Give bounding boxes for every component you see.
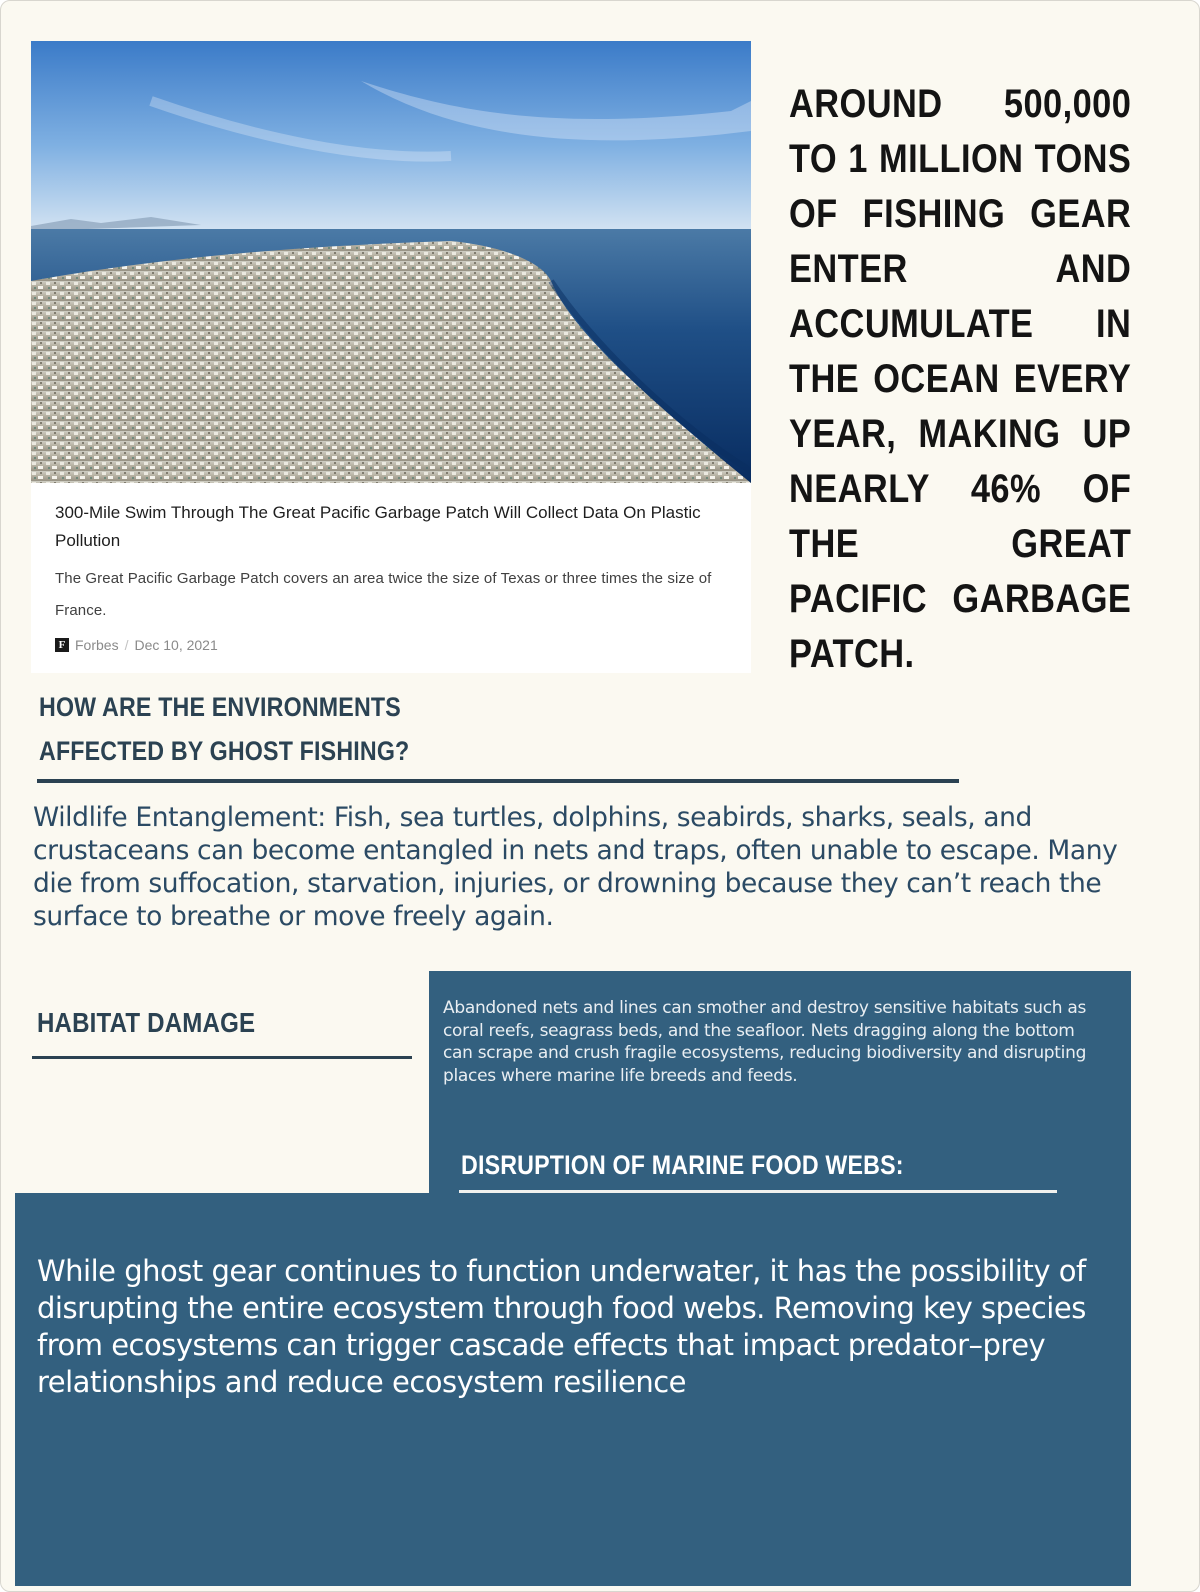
garbage-patch-photo (31, 41, 751, 483)
ocean-debris-illustration (31, 41, 751, 483)
environment-heading-line2: AFFECTED BY GHOST FISHING? (39, 736, 410, 766)
article-source: Forbes (75, 637, 119, 653)
environment-heading (39, 685, 409, 773)
food-web-divider (459, 1190, 1057, 1193)
article-text (55, 499, 725, 653)
article-description: The Great Pacific Garbage Patch covers an area twice the size of Texas or three times the size of France. (55, 570, 712, 619)
habitat-damage-text: Abandoned nets and lines can smother and destroy sensitive habitats such as coral reefs, seagrass beds, and the seafloor. Nets dragging along the bottom can scrape and crush fragile ecosystems, reducing biodiversity and disrupting places where marine life breeds and feeds. (443, 998, 1087, 1086)
environment-heading-line1: HOW ARE THE ENVIRONMENTS (39, 692, 401, 722)
article-date: Dec 10, 2021 (134, 637, 218, 653)
food-web-heading: DISRUPTION OF MARINE FOOD WEBS: (461, 1150, 904, 1180)
source-separator: / (124, 637, 129, 653)
wildlife-entanglement-text: Wildlife Entanglement: Fish, sea turtles, dolphins, seabirds, sharks, seals, and crustaceans can become entangled in nets and traps, often unable to escape. Many die from suffocation, starvation, injuries, or drowning because they can’t reach the surface to breathe or move freely again. (33, 802, 1118, 932)
fishing-gear-statistic: AROUND 500,000 TO 1 MILLION TONS OF FISHING GEAR ENTER AND ACCUMULATE IN THE OCEAN EVERY YEAR, MAKING UP NEARLY 46% OF THE GREAT PACIFIC GARBAGE PATCH. (789, 82, 1132, 676)
article-title[interactable]: 300-Mile Swim Through The Great Pacific Garbage Patch Will Collect Data On Plastic Pollution (55, 503, 701, 550)
news-article-card[interactable] (31, 41, 751, 673)
habitat-damage-heading: HABITAT DAMAGE (37, 1007, 256, 1038)
habitat-divider (32, 1056, 412, 1059)
article-source-line (55, 637, 725, 653)
food-web-text: While ghost gear continues to function underwater, it has the possibility of disrupting the entire ecosystem through food webs. Removing key species from ecosystems can trigger cascade effects that impact predator–prey relationships and reduce ecosystem resilience (37, 1254, 1086, 1399)
forbes-logo-icon: F (55, 638, 69, 652)
environment-divider (37, 779, 959, 783)
